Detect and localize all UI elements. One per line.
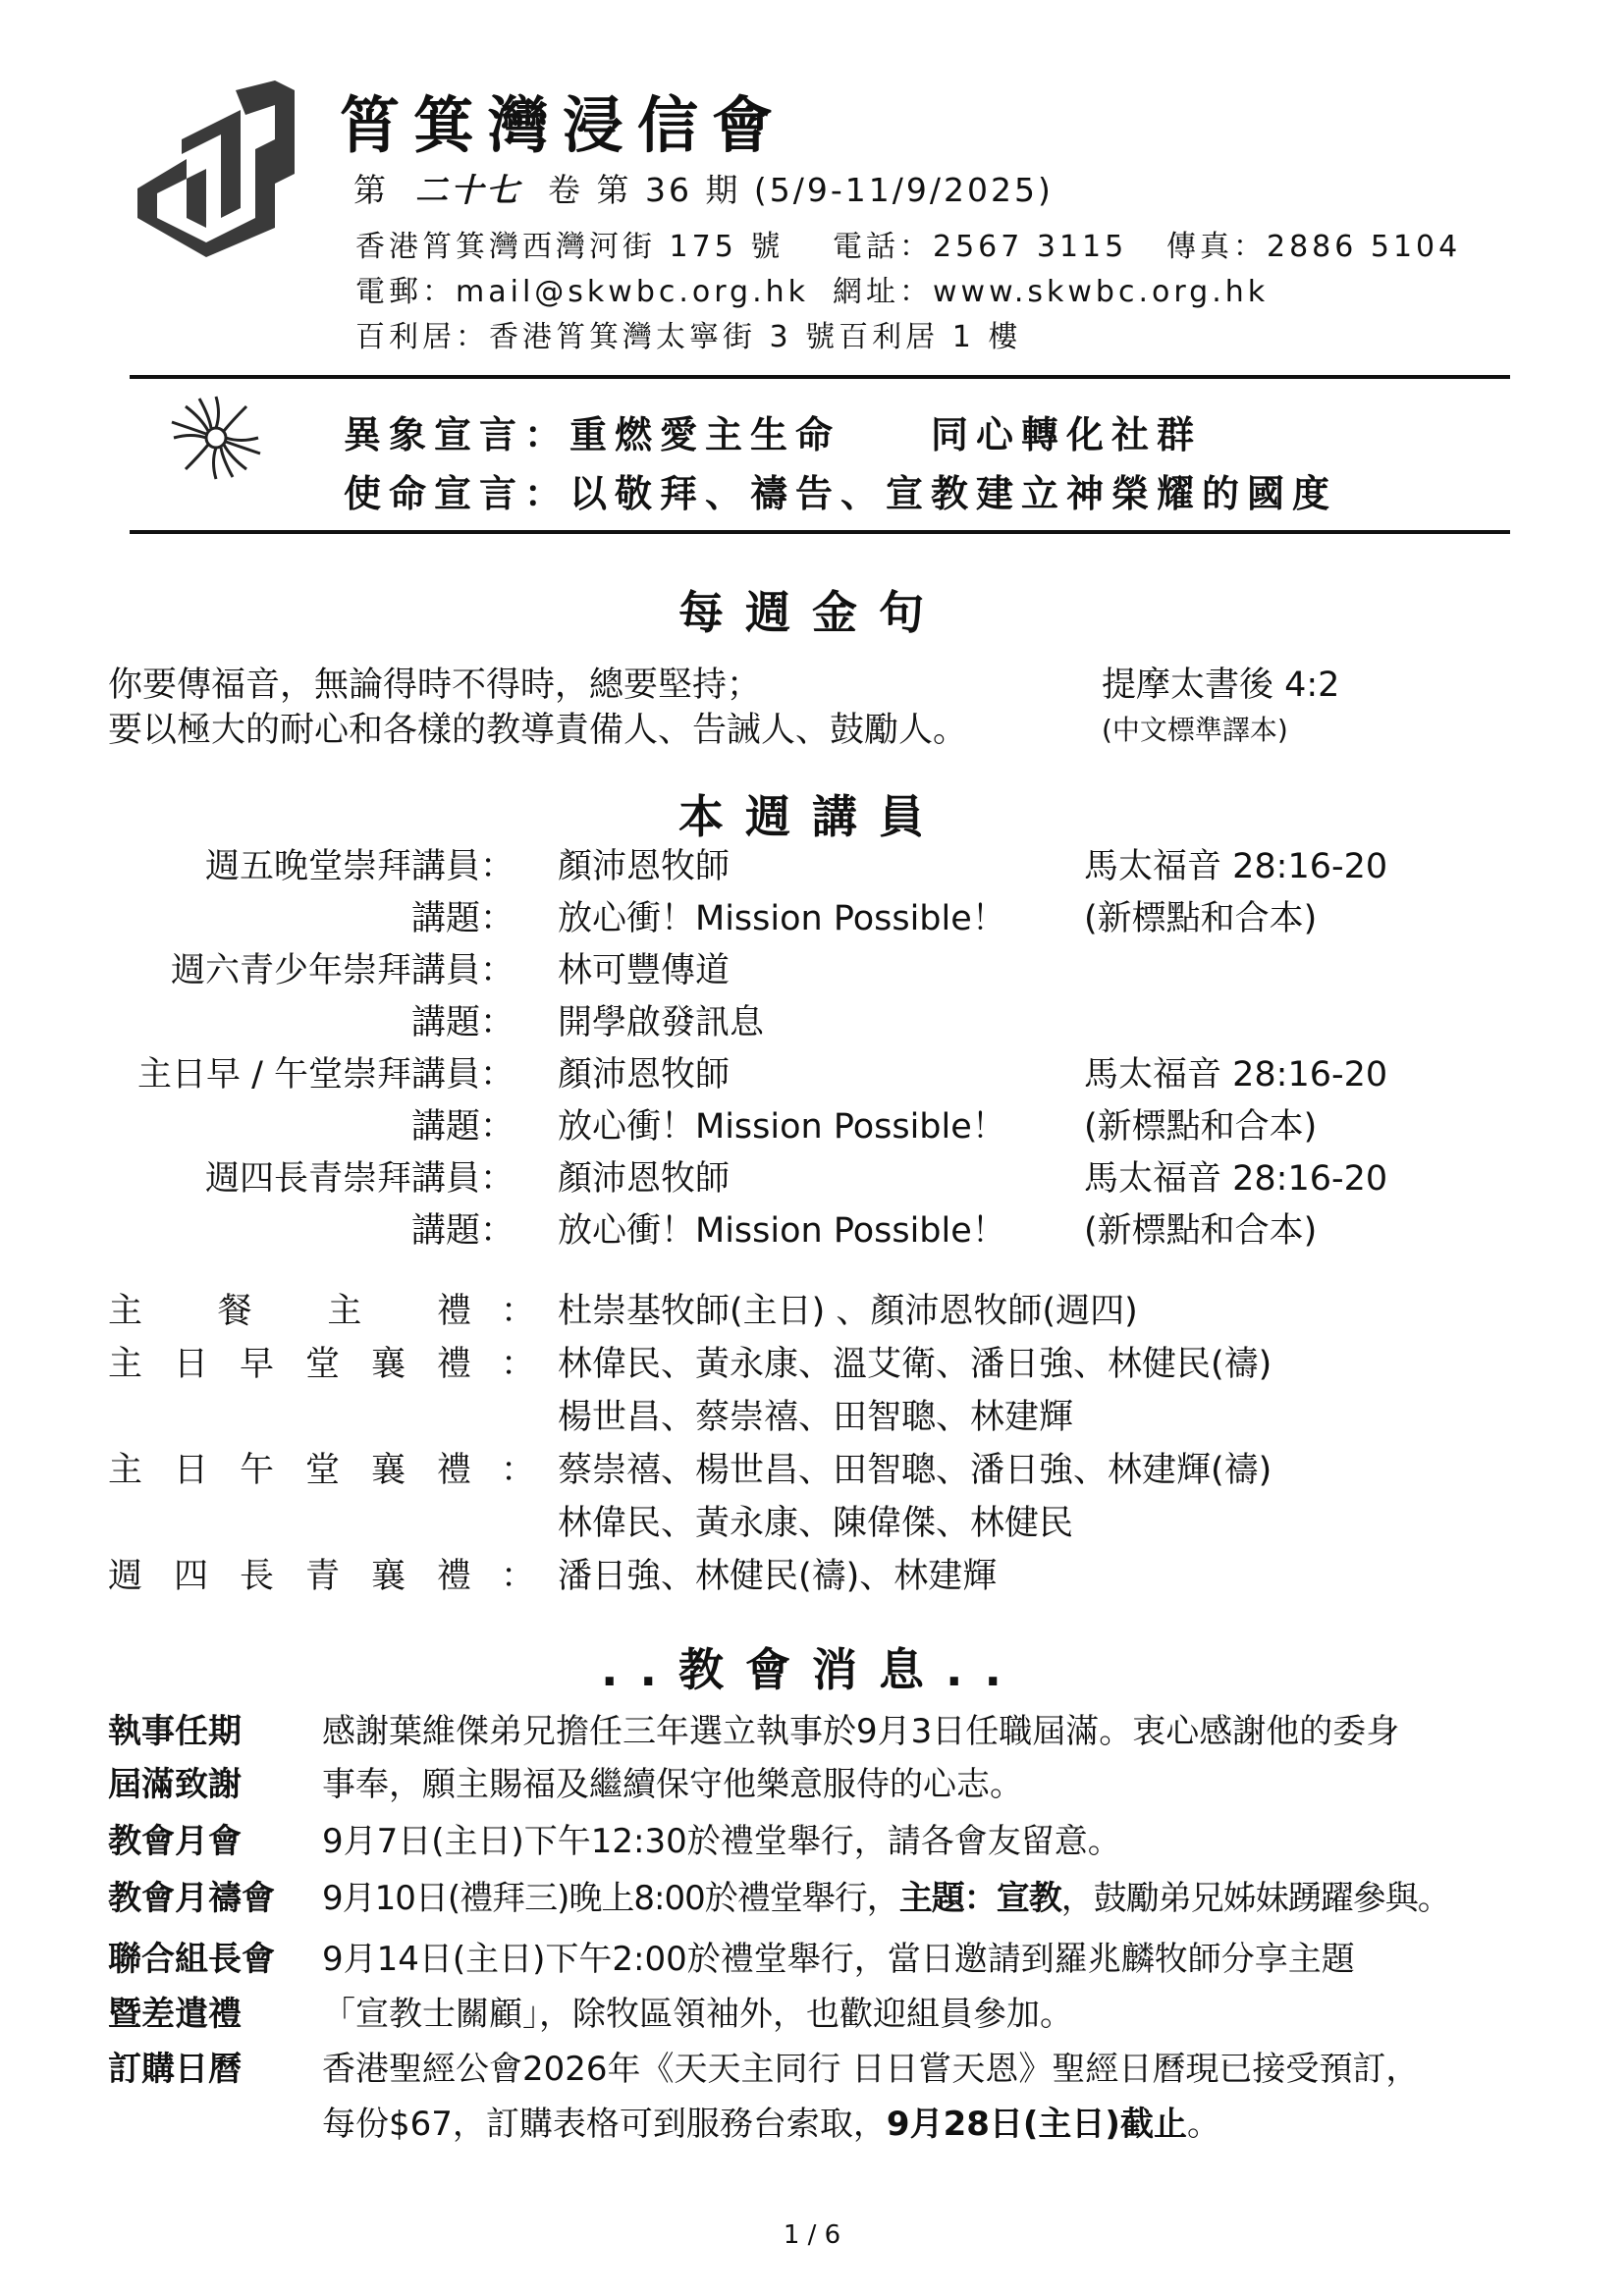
duty-names: 杜崇基牧師(主日) 、顏沛恩牧師(週四) xyxy=(558,1292,1138,1331)
news-text-part: ，鼓勵弟兄姊妹踴躍參與。 xyxy=(1060,1879,1450,1918)
duty-label-char: 襄 xyxy=(370,1557,406,1596)
news-text: 事奉，願主賜福及繼續保守他樂意服侍的心志。 xyxy=(322,1765,1023,1804)
news-label: 教會月禱會 xyxy=(108,1879,275,1918)
volume-line xyxy=(353,165,1054,211)
speaker-ref: 馬太福音 28:16-20 xyxy=(1084,1055,1388,1095)
duty-label-char: 禮 xyxy=(436,1345,471,1384)
branch-address: 百利居：香港筲箕灣太寧街 3 號百利居 1 樓 xyxy=(355,320,1022,354)
duty-label-char: 禮 xyxy=(436,1557,471,1596)
duty-label-char: 週 xyxy=(108,1557,143,1596)
speaker-label: 主日早 / 午堂崇拜講員： xyxy=(136,1055,514,1095)
volume-number: 二十七 xyxy=(414,171,521,209)
speaker-value: 顏沛恩牧師 xyxy=(558,1055,731,1095)
speaker-value: 放心衝！Mission Possible！ xyxy=(558,1211,1006,1251)
duty-label xyxy=(108,1337,471,1386)
news-label: 教會月會 xyxy=(108,1822,242,1861)
duty-colon: ： xyxy=(501,1557,536,1596)
volume-suffix: 卷 第 36 期 (5/9-11/9/2025) xyxy=(547,171,1054,209)
divider-bottom xyxy=(130,530,1510,534)
speaker-ref: 馬太福音 28:16-20 xyxy=(1084,1159,1388,1199)
duty-label-char: 長 xyxy=(239,1557,274,1596)
duty-names: 蔡崇禧、楊世昌、田智聰、潘日強、林建輝(禱) xyxy=(558,1451,1272,1490)
speaker-label: 講題： xyxy=(410,1107,514,1147)
address: 香港筲箕灣西灣河街 175 號 xyxy=(355,230,785,264)
news-label: 執事任期 xyxy=(108,1712,242,1751)
duty-label-char: 日 xyxy=(173,1345,208,1384)
news-text: 「宣教士關顧」，除牧區領袖外，也歡迎組員參加。 xyxy=(322,1995,1073,2034)
news-text: 香港聖經公會2026年《天天主同行 日日嘗天恩》聖經日曆現已接受預訂， xyxy=(322,2050,1420,2089)
speaker-label: 講題： xyxy=(410,1211,514,1251)
speaker-ref: (新標點和合本) xyxy=(1084,1107,1318,1147)
speakers-title: 本週講員 xyxy=(678,790,946,843)
page-number: 1 / 6 xyxy=(783,2220,841,2250)
duty-label-char: 堂 xyxy=(304,1451,340,1490)
duty-label xyxy=(108,1443,471,1492)
speaker-value: 放心衝！Mission Possible！ xyxy=(558,1107,1006,1147)
duty-label-char: 堂 xyxy=(304,1345,340,1384)
news-label: 聯合組長會 xyxy=(108,1940,275,1979)
duty-label-char: 青 xyxy=(304,1557,340,1596)
news-text xyxy=(322,2097,1220,2145)
speaker-value: 放心衝！Mission Possible！ xyxy=(558,899,1006,938)
news-text-part: 9月10日(禮拜三)晚上8:00於禮堂舉行， xyxy=(322,1879,899,1918)
duty-label-char: 襄 xyxy=(370,1451,406,1490)
speaker-ref: 馬太福音 28:16-20 xyxy=(1084,847,1388,886)
news-text-part: 。 xyxy=(1186,2105,1220,2144)
speaker-ref: (新標點和合本) xyxy=(1084,1211,1318,1251)
duty-names: 潘日強、林健民(禱)、林建輝 xyxy=(558,1557,998,1596)
vision-declaration: 異象宣言：重燃愛主生命 同心轉化社群 xyxy=(344,413,1203,456)
speaker-value: 顏沛恩牧師 xyxy=(558,1159,731,1199)
verse-line-1: 你要傳福音，無論得時不得時，總要堅持； xyxy=(108,666,762,705)
news-label: 暨差遣禮 xyxy=(108,1995,242,2034)
sunburst-icon xyxy=(162,389,270,487)
duty-names: 林偉民、黃永康、陳偉傑、林健民 xyxy=(558,1504,1074,1543)
verse-line-2: 要以極大的耐心和各樣的教導責備人、告誡人、鼓勵人。 xyxy=(108,711,968,750)
duty-label-char: 禮 xyxy=(436,1292,471,1331)
speaker-value: 林可豐傳道 xyxy=(558,951,731,990)
duty-label-char: 主 xyxy=(108,1345,143,1384)
duty-colon: ： xyxy=(501,1451,536,1490)
news-text xyxy=(322,1871,1450,1919)
news-text-bold: 9月28日(主日)截止 xyxy=(886,2105,1187,2144)
mission-declaration: 使命宣言：以敬拜、禱告、宣教建立神榮耀的國度 xyxy=(344,472,1338,515)
verse-version: (中文標準譯本) xyxy=(1102,714,1288,746)
church-name: 筲箕灣浸信會 xyxy=(339,89,787,161)
volume-prefix: 第 xyxy=(353,171,389,209)
speaker-label: 週四長青崇拜講員： xyxy=(204,1159,514,1199)
news-label: 屆滿致謝 xyxy=(108,1765,242,1804)
duty-label-char: 日 xyxy=(173,1451,208,1490)
speaker-label: 講題： xyxy=(410,899,514,938)
duty-label-char: 午 xyxy=(239,1451,274,1490)
verse-reference: 提摩太書後 4:2 xyxy=(1102,666,1340,705)
duty-label-char: 早 xyxy=(239,1345,274,1384)
news-text: 感謝葉維傑弟兄擔任三年選立執事於9月3日任職屆滿。衷心感謝他的委身 xyxy=(322,1712,1400,1751)
duty-label-char: 餐 xyxy=(217,1292,252,1331)
speaker-label: 講題： xyxy=(410,1003,514,1042)
news-text-part: 每份$67，訂購表格可到服務台索取， xyxy=(322,2105,887,2144)
news-label: 訂購日曆 xyxy=(108,2050,242,2089)
news-text-bold: 主題：宣教 xyxy=(898,1879,1061,1918)
duty-label xyxy=(108,1284,471,1333)
duty-label-char: 四 xyxy=(173,1557,208,1596)
phone: 電話：2567 3115 xyxy=(833,230,1128,264)
duty-label-char: 主 xyxy=(108,1292,143,1331)
divider-top xyxy=(130,375,1510,379)
church-logo-icon xyxy=(128,80,295,257)
fax: 傳真：2886 5104 xyxy=(1166,230,1462,264)
duty-label xyxy=(108,1549,471,1598)
speaker-value: 顏沛恩牧師 xyxy=(558,847,731,886)
news-text: 9月14日(主日)下午2:00於禮堂舉行，當日邀請到羅兆麟牧師分享主題 xyxy=(322,1940,1355,1979)
duty-label-char: 主 xyxy=(327,1292,362,1331)
duty-colon: ： xyxy=(501,1292,536,1331)
duty-names: 林偉民、黃永康、溫艾衛、潘日強、林健民(禱) xyxy=(558,1345,1272,1384)
news-text: 9月7日(主日)下午12:30於禮堂舉行，請各會友留意。 xyxy=(322,1822,1121,1861)
email: 電郵：mail@skwbc.org.hk xyxy=(355,275,810,309)
duty-label-char: 主 xyxy=(108,1451,143,1490)
speaker-label: 週五晚堂崇拜講員： xyxy=(204,847,514,886)
duty-colon: ： xyxy=(501,1345,536,1384)
speaker-value: 開學啟發訊息 xyxy=(558,1003,765,1042)
website: 網址：www.skwbc.org.hk xyxy=(833,275,1270,309)
speaker-label: 週六青少年崇拜講員： xyxy=(170,951,514,990)
speaker-ref: (新標點和合本) xyxy=(1084,899,1318,938)
weekly-verse-title: 每週金句 xyxy=(678,586,946,639)
duty-names: 楊世昌、蔡崇禧、田智聰、林建輝 xyxy=(558,1398,1074,1437)
news-title: ..教會消息.. xyxy=(601,1643,1023,1696)
duty-label-char: 禮 xyxy=(436,1451,471,1490)
duty-label-char: 襄 xyxy=(370,1345,406,1384)
